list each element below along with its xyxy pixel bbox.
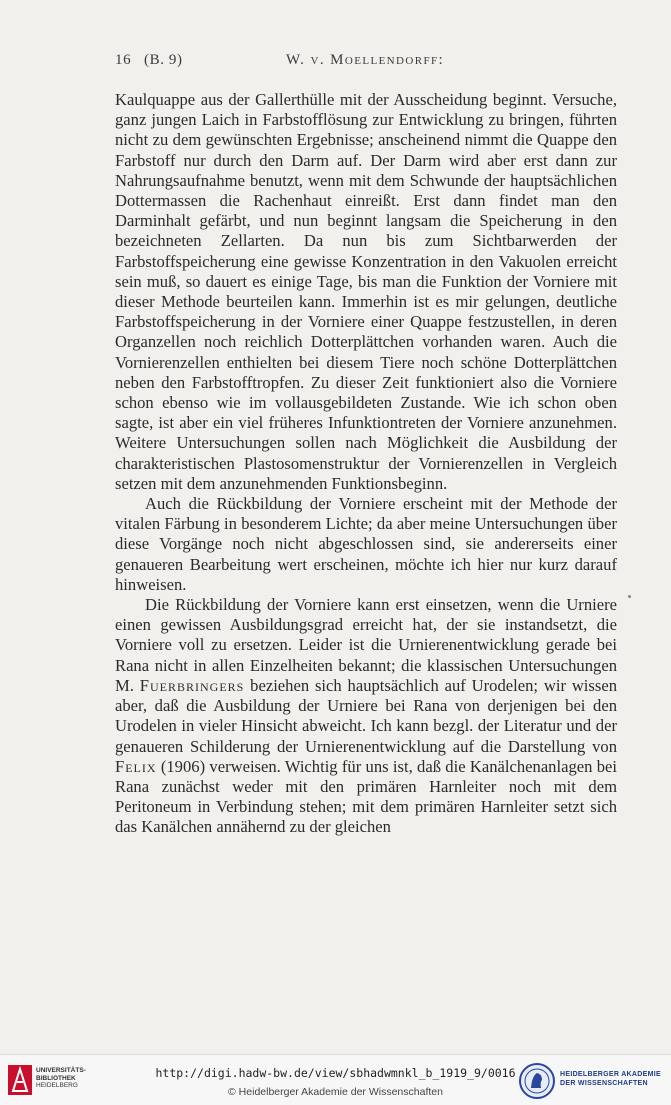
academy-seal-icon [517, 1062, 557, 1100]
cited-author-felix: Felix [115, 756, 157, 776]
paragraph-3 [115, 595, 617, 837]
paragraph-3-part-1: Die Rückbildung der Vorniere kann erst einsetzen, wenn die Urniere einen gewissen Ausbildungsgrad erreicht hat, der sie instandsetzt, die Vorniere voll zu ersetzen. Leider ist die Urnierenentwicklung gerade bei Rana nicht in allen Einzelheiten bekannt; die klassischen Untersuchungen M. [115, 595, 617, 695]
volume-reference: (B. 9) [144, 52, 183, 68]
author-name: W. v. Moellendorff: [286, 52, 445, 68]
paragraph-3-part-3: (1906) verweisen. Wichtig für uns ist, daß die Kanälchenanlagen bei Rana zunächst weder mit den primären Harnleiter noch mit dem Peritoneum in Verbindung stehen; mit dem primären Harnleiter setzt sich das Kanälchen annähernd zu der gleichen [115, 756, 617, 837]
page-number: 16 [115, 52, 132, 68]
footer-bar [0, 1054, 671, 1105]
scan-speck [628, 595, 631, 598]
permalink-url[interactable]: http://digi.hadw-bw.de/view/sbhadwmnkl_b_1919_9/0016 [155, 1066, 516, 1080]
copyright-notice: © Heidelberger Akademie der Wissenschaften [228, 1086, 443, 1098]
university-library-name: UNIVERSITÄTS- BIBLIOTHEK HEIDELBERG [36, 1067, 86, 1089]
paragraph-1: Kaulquappe aus der Gallerthülle mit der Ausscheidung beginnt. Versuche, ganz jungen Laich in Farbstofflösung zur Entwicklung zu bringen, führten nicht zu dem gewünschten Ergebnisse; anscheinend nimmt die Quappe den Farbstoff nur durch den Darm auf. Der Darm wird aber erst dann zur Nahrungsaufnahme benutzt, wenn mit dem Schwunde der hauptsächlichen Dottermassen die Rachenhaut einreißt. Erst dann findet man den Darminhalt gefärbt, und nun beginnt langsam die Speicherung in den bezeichneten Zellarten. Da nun bis zum Sichtbarwerden der Farbstoffspeicherung eine gewisse Konzentration in den Vakuolen erreicht sein muß, so dauert es einige Tage, bis man die Funktion der Vorniere mit dieser Methode beurteilen kann. Immerhin ist es mir gelungen, deutliche Farbstoffspeicherung in der Vorniere einer Quappe festzustellen, in deren Organzellen noch reichlich Dotterplättchen vorhanden waren. Auch die Vornierenzellen enthielten bei diesem Tiere noch schöne Dotterplättchen neben den Farbstofftropfen. Zu dieser Zeit funktioniert also die Vorniere schon ebenso wie im vollausgebildeten Zustande. Wie ich schon oben sagte, ist aber ein viel früheres Infunktiontreten der Vorniere anzunehmen. Weitere Untersuchungen sollen nach Möglichkeit die Ausbildung der charakteristischen Plastosomenstruktur der Vornierenzellen in Vergleich setzen mit dem anzunehmenden Funktionsbeginn. [115, 90, 617, 493]
academy-name: HEIDELBERGER AKADEMIE DER WISSENSCHAFTEN [560, 1071, 661, 1087]
paragraph-3-part-2: beziehen sich hauptsächlich auf Urodelen; wir wissen aber, daß die Ausbildung der Urniere bei Rana von derjenigen bei den Urodelen in vieler Hinsicht abweicht. Ich kann bezgl. der Literatur und der genaueren Schilderung der Urnierenentwicklung auf die Darstellung von [115, 675, 617, 756]
paragraph-2: Auch die Rückbildung der Vorniere erscheint mit der Methode der vitalen Färbung in besonderem Lichte; da aber meine Untersuchungen über diese Vorgänge noch nicht abgeschlossen sind, sie andererseits einer genaueren Bearbeitung wert erscheinen, möchte ich hier nur kurz darauf hinweisen. [115, 494, 617, 594]
body-text [115, 90, 617, 838]
cited-author-fuerbringer: Fuerbringers [139, 675, 245, 695]
